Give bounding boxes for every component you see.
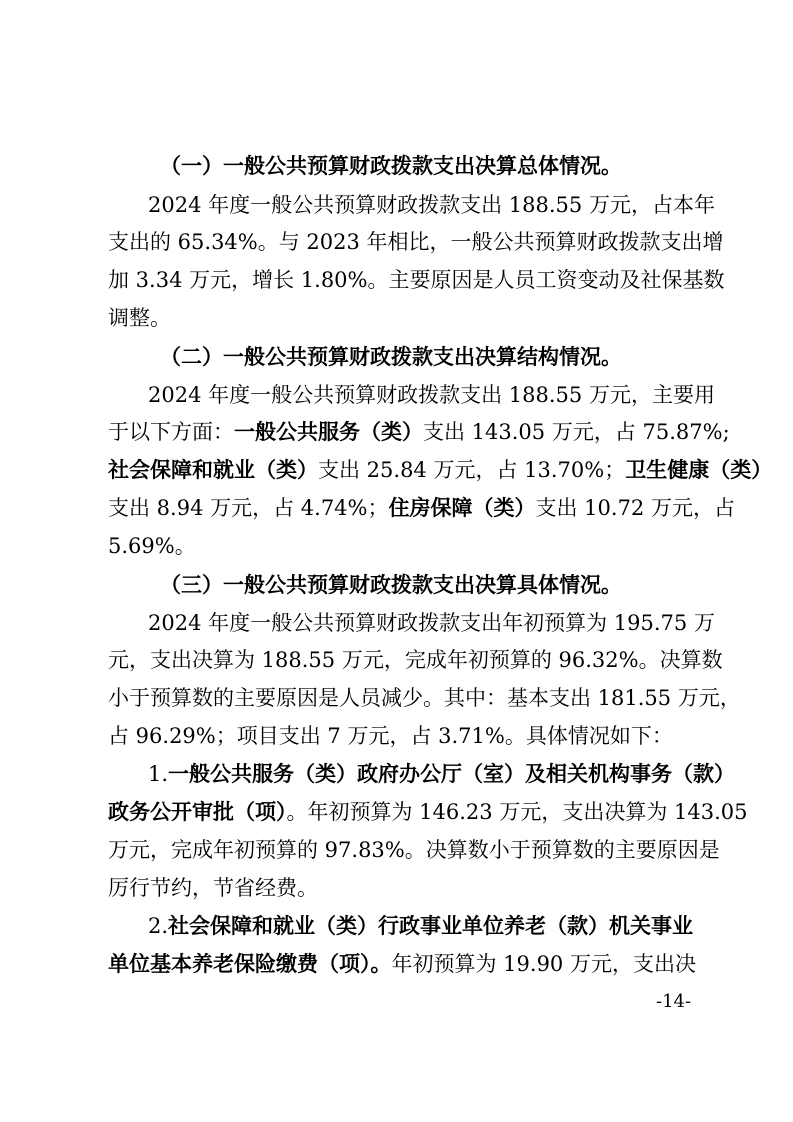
item-2-title-part-2: 单位基本养老保险缴费（项）。 bbox=[108, 951, 392, 976]
item-2-line-2-text: 年初预算为 19.90 万元，支出决 bbox=[391, 952, 696, 976]
item-2-title-part-1: 社会保障和就业（类）行政事业单位养老（款）机关事业 bbox=[168, 913, 694, 938]
section-3-line-1: 2024 年度一般公共预算财政拨款支出年初预算为 195.75 万 bbox=[148, 611, 715, 635]
section-2-line-3: 社会保障和就业（类）支出 25.84 万元，占 13.70%；卫生健康（类） bbox=[108, 457, 773, 482]
item-1-title-part-2: 政务公开审批（项） bbox=[108, 799, 287, 824]
section-3-line-3: 小于预算数的主要原因是人员减少。其中：基本支出 181.55 万元， bbox=[108, 686, 741, 710]
item-1-title-part-1: 一般公共服务（类）政府办公厅（室）及相关机构事务（款） bbox=[168, 761, 736, 786]
bold-category-term: 社会保障和就业（类） bbox=[108, 457, 318, 482]
section-heading-1: （一）一般公共预算财政拨款支出决算总体情况。 bbox=[160, 153, 622, 178]
bold-category-term: 一般公共服务（类） bbox=[234, 419, 423, 444]
section-2-line-2-text: 于以下方面：一般公共服务（类）支出 143.05 万元，占 75.87%; bbox=[108, 419, 730, 444]
item-1-number: 1. bbox=[148, 762, 169, 786]
page-number: -14- bbox=[656, 991, 692, 1012]
section-2-line-5: 5.69%。 bbox=[108, 534, 196, 558]
item-2-line-2 bbox=[108, 948, 696, 978]
section-3-line-4: 占 96.29%；项目支出 7 万元，占 3.71%。具体情况如下： bbox=[108, 724, 673, 748]
item-1-line-2 bbox=[108, 796, 747, 826]
section-1-line-1: 2024 年度一般公共预算财政拨款支出 188.55 万元，占本年 bbox=[148, 193, 715, 217]
section-1-line-3: 加 3.34 万元，增长 1.80%。主要原因是人员工资变动及社保基数 bbox=[108, 268, 725, 292]
section-heading-3: （三）一般公共预算财政拨款支出决算具体情况。 bbox=[160, 572, 622, 597]
section-2-line-4: 支出 8.94 万元，占 4.74%；住房保障（类）支出 10.72 万元，占 bbox=[108, 495, 735, 520]
item-2-line-1 bbox=[148, 910, 693, 940]
item-1-line-4: 厉行节约，节省经费。 bbox=[108, 876, 318, 900]
item-1-line-1 bbox=[148, 758, 735, 788]
item-1-line-3: 万元，完成年初预算的 97.83%。决算数小于预算数的主要原因是 bbox=[108, 838, 720, 862]
section-1-line-4: 调整。 bbox=[108, 306, 171, 330]
item-1-line-2-text: 。年初预算为 146.23 万元，支出决算为 143.05 bbox=[286, 800, 748, 824]
item-2-number: 2. bbox=[148, 914, 169, 938]
section-heading-2: （二）一般公共预算财政拨款支出决算结构情况。 bbox=[160, 344, 622, 369]
section-1-line-2: 支出的 65.34%。与 2023 年相比，一般公共预算财政拨款支出增 bbox=[108, 230, 724, 254]
section-2-line-1: 2024 年度一般公共预算财政拨款支出 188.55 万元，主要用 bbox=[148, 383, 715, 407]
section-3-line-2: 元，支出决算为 188.55 万元，完成年初预算的 96.32%。决算数 bbox=[108, 648, 723, 672]
bold-category-term: 卫生健康（类） bbox=[625, 457, 773, 482]
bold-category-term: 住房保障（类） bbox=[388, 495, 536, 520]
section-2-line-2 bbox=[108, 416, 730, 446]
